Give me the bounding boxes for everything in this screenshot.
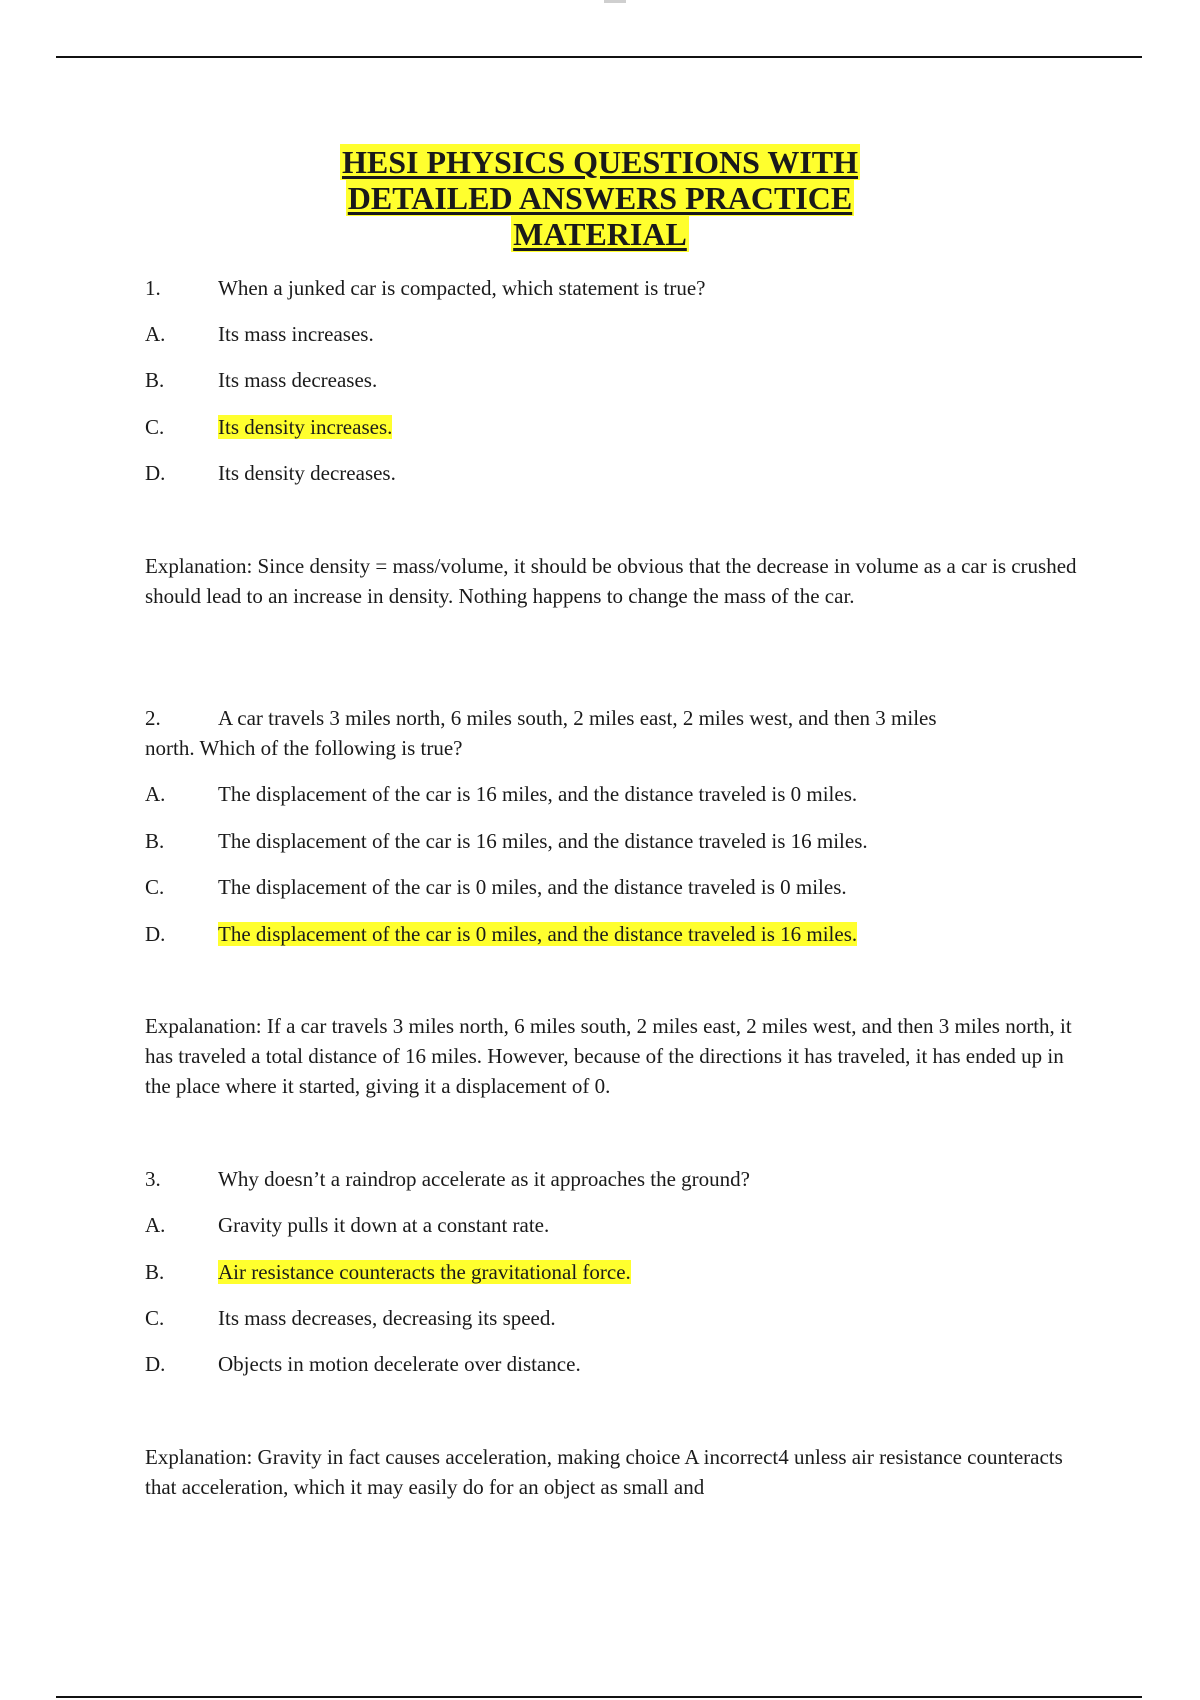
question-3 (145, 1164, 750, 1194)
q3-option-b (145, 1257, 631, 1287)
option-label: A. (145, 322, 166, 346)
option-text: Objects in motion decelerate over distance. (218, 1352, 581, 1376)
question-2 (145, 703, 1085, 763)
option-label: C. (145, 875, 165, 899)
option-label: A. (145, 782, 166, 806)
question-text: When a junked car is compacted, which statement is true? (218, 276, 706, 300)
q2-explanation: Expalanation: If a car travels 3 miles north, 6 miles south, 2 miles east, 2 miles west, and then 3 miles north, it has traveled a total distance of 16 miles. However, because of the directions it has traveled, it has ended up in the place where it started, giving it a displacement of 0. (145, 1014, 1072, 1098)
option-text-correct: The displacement of the car is 0 miles, and the distance traveled is 16 miles. (218, 922, 858, 946)
question-number: 2. (145, 706, 161, 730)
option-text: Its mass increases. (218, 322, 374, 346)
option-text: The displacement of the car is 16 miles, and the distance traveled is 16 miles. (218, 829, 868, 853)
question-text-continued: north. Which of the following is true? (145, 736, 463, 760)
option-text-correct: Its density increases. (218, 415, 393, 439)
question-number: 3. (145, 1167, 161, 1191)
option-text-correct: Air resistance counteracts the gravitational force. (218, 1260, 631, 1284)
page-top-marker (604, 0, 626, 3)
q2-option-d (145, 919, 857, 949)
q3-option-c (145, 1303, 556, 1333)
header-rule (56, 56, 1142, 58)
document-title (0, 144, 1200, 252)
q1-explanation: Explanation: Since density = mass/volume, it should be obvious that the decrease in volume as a car is crushed should lead to an increase in density. Nothing happens to change the mass of the car. (145, 554, 1077, 608)
option-label: D. (145, 461, 166, 485)
q3-explanation: Explanation: Gravity in fact causes acceleration, making choice A incorrect4 unless air resistance counteracts that acceleration, which it may easily do for an object as small and (145, 1445, 1063, 1499)
option-text: Its mass decreases, decreasing its speed. (218, 1306, 556, 1330)
q1-option-d (145, 458, 396, 488)
q2-option-b (145, 826, 868, 856)
q3-option-a (145, 1210, 549, 1240)
option-text: The displacement of the car is 16 miles, and the distance traveled is 0 miles. (218, 782, 858, 806)
q2-option-c (145, 872, 847, 902)
option-label: C. (145, 415, 165, 439)
option-text: The displacement of the car is 0 miles, and the distance traveled is 0 miles. (218, 875, 847, 899)
option-label: A. (145, 1213, 166, 1237)
q3-option-d (145, 1349, 581, 1379)
footer-rule (56, 1696, 1142, 1698)
title-line-3: MATERIAL (513, 216, 687, 252)
option-label: D. (145, 922, 166, 946)
option-label: B. (145, 829, 165, 853)
option-label: B. (145, 368, 165, 392)
title-line-1: HESI PHYSICS QUESTIONS WITH (341, 144, 859, 180)
option-label: D. (145, 1352, 166, 1376)
q1-option-c (145, 412, 392, 442)
question-1 (145, 273, 705, 303)
option-text: Its mass decreases. (218, 368, 378, 392)
q1-option-b (145, 365, 377, 395)
option-label: C. (145, 1306, 165, 1330)
question-text: Why doesn’t a raindrop accelerate as it approaches the ground? (218, 1167, 750, 1191)
question-text: A car travels 3 miles north, 6 miles south, 2 miles east, 2 miles west, and then 3 miles (218, 706, 937, 730)
option-text: Gravity pulls it down at a constant rate. (218, 1213, 550, 1237)
option-label: B. (145, 1260, 165, 1284)
title-line-2: DETAILED ANSWERS PRACTICE (347, 180, 853, 216)
question-number: 1. (145, 276, 161, 300)
q1-option-a (145, 319, 374, 349)
q2-option-a (145, 779, 857, 809)
option-text: Its density decreases. (218, 461, 396, 485)
